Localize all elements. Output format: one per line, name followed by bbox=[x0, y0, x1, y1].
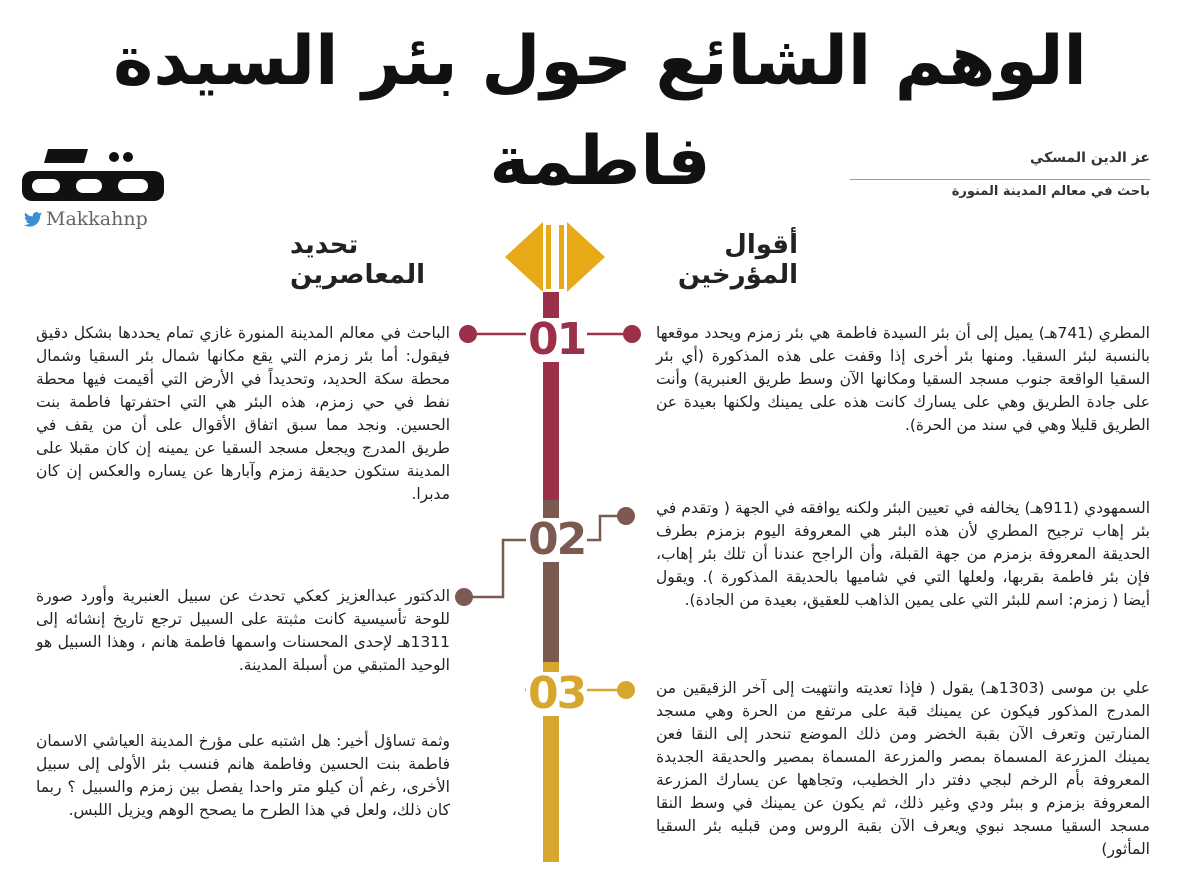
page-title: الوهم الشائع حول بئر السيدة فاطمة bbox=[113, 22, 1087, 201]
historian-text-01: المطري (741هـ) يميل إلى أن بئر السيدة فاطمة هي بئر زمزم ويحدد موقعها بالنسبة لبئر السقيا. ومنها بئر أخرى إذا وقفت على هذه المذكورة (أي بئر السقيا الواقعة جنوب مسجد السقيا ومكانها الآن وسط طريق العنبرية) وأنت على جادة الطريق وهي على يسارك كانت هذه على يمينك ولكنها بعيدة عن الطريق قليلا وهي في سند من الحرة). bbox=[656, 324, 1150, 434]
author-role: باحث في معالم المدينة المنورة bbox=[951, 184, 1150, 199]
author-name: عز الدين المسكي bbox=[1029, 150, 1150, 166]
contemporary-text-03: وثمة تساؤل أخير: هل اشتبه على مؤرخ المدينة العياشي الاسمان فاطمة بنت الحسين وفاطمة هانم فنسب بئر الأولى إلى سبيل الأخرى، رغم أن كيلو متر واحدا يفصل بين زمزم والسبيل ؟ ربما كان ذلك، ولعل في هذا الطرح ما يصحح الوهم ويزيل اللبس. bbox=[36, 732, 450, 819]
historian-text-02: السمهودي (911هـ) يخالفه في تعيين البئر ولكنه يوافقه في الجهة ( وتقدم في بئر إهاب ترجيح المطري لأن هذه البئر هي المعروفة اليوم بزمزم بطرف الحديقة المعروفة بزمزم من جهة القبلة، وأن الراجح عندنا أن تلك بئر إهاب، فإن بئر فاطمة بقربها، ولعلها التي في شاميها بالحديقة المذكورة ). ويقول أيضا ( زمزم: اسم للبئر التي على يمين الذاهب للعقيق، بعيدة من الجادة). bbox=[656, 499, 1151, 609]
contemporary-text-02: الدكتور عبدالعزيز كعكي تحدث عن سبيل العنبرية وأورد صورة للوحة تأسيسية كانت مثبتة على السبيل ترجع تاريخ إنشائه إلى 1311هـ لإحدى المحسنات واسمها فاطمة هانم ، وهذا السبيل هو الوحيد المتبقي من أسبلة المدينة. bbox=[36, 587, 450, 674]
section-number-01: 01 bbox=[528, 314, 586, 365]
handle-text: Makkahnp bbox=[46, 208, 148, 230]
timeline-emblem bbox=[505, 222, 605, 292]
contemporary-text-01: الباحث في معالم المدينة المنورة غازي تمام يحددها بشكل دقيق فيقول: أما بئر زمزم التي يقع مكانها شمال بئر السقيا وشمال محطة سكة الحديد، وتحديداً في الأرض التي أقيمت فيها محطة نفط في حي زمزم، هذه البئر هي التي احتفرتها فاطمة بنت الحسين. ونجد مما سبق اتفاق الأقوال على أن من يقف في طريق المدرج ويجعل مسجد السقيا عن يمينه إن كان مقبلا على المدينة ستكون حديقة زمزم وآبارها عن يساره والعكس إن كان مدبرا. bbox=[36, 324, 450, 503]
section-number-02: 02 bbox=[528, 514, 586, 565]
heading-contemporaries: تحديد المعاصرين bbox=[290, 230, 426, 290]
historian-text-03: علي بن موسى (1303هـ) يقول ( فإذا تعديته وانتهيت إلى آخر الزقيقين من المدرج المذكور فيكون عن يمينك قبة على مرتفع من الحرة وهي مسجد المنارتين وتعرف الآن بقبة الخضر ومن ذلك الموضع تنحدر إلى النقا فعن يمينك المزرعة المسماة بمصر والمزرعة المسماة بمصير والحديقة الجديدة المعروفة بأم الرخم لبجي دفتر دار الخطيب، وتجاهها عن يسارك المزرعة المعروفة بزمزم و ببئر ودي وغير ذلك، ثم يكون عن يمينك في وسط النقا مسجد السقيا مسجد نبوي ويعرف الآن بقبة الروس ومن قبليه بئر السقيا المأثور) bbox=[656, 679, 1150, 858]
section-number-03: 03 bbox=[528, 668, 586, 719]
heading-historians: أقوال المؤرخين bbox=[677, 230, 798, 290]
